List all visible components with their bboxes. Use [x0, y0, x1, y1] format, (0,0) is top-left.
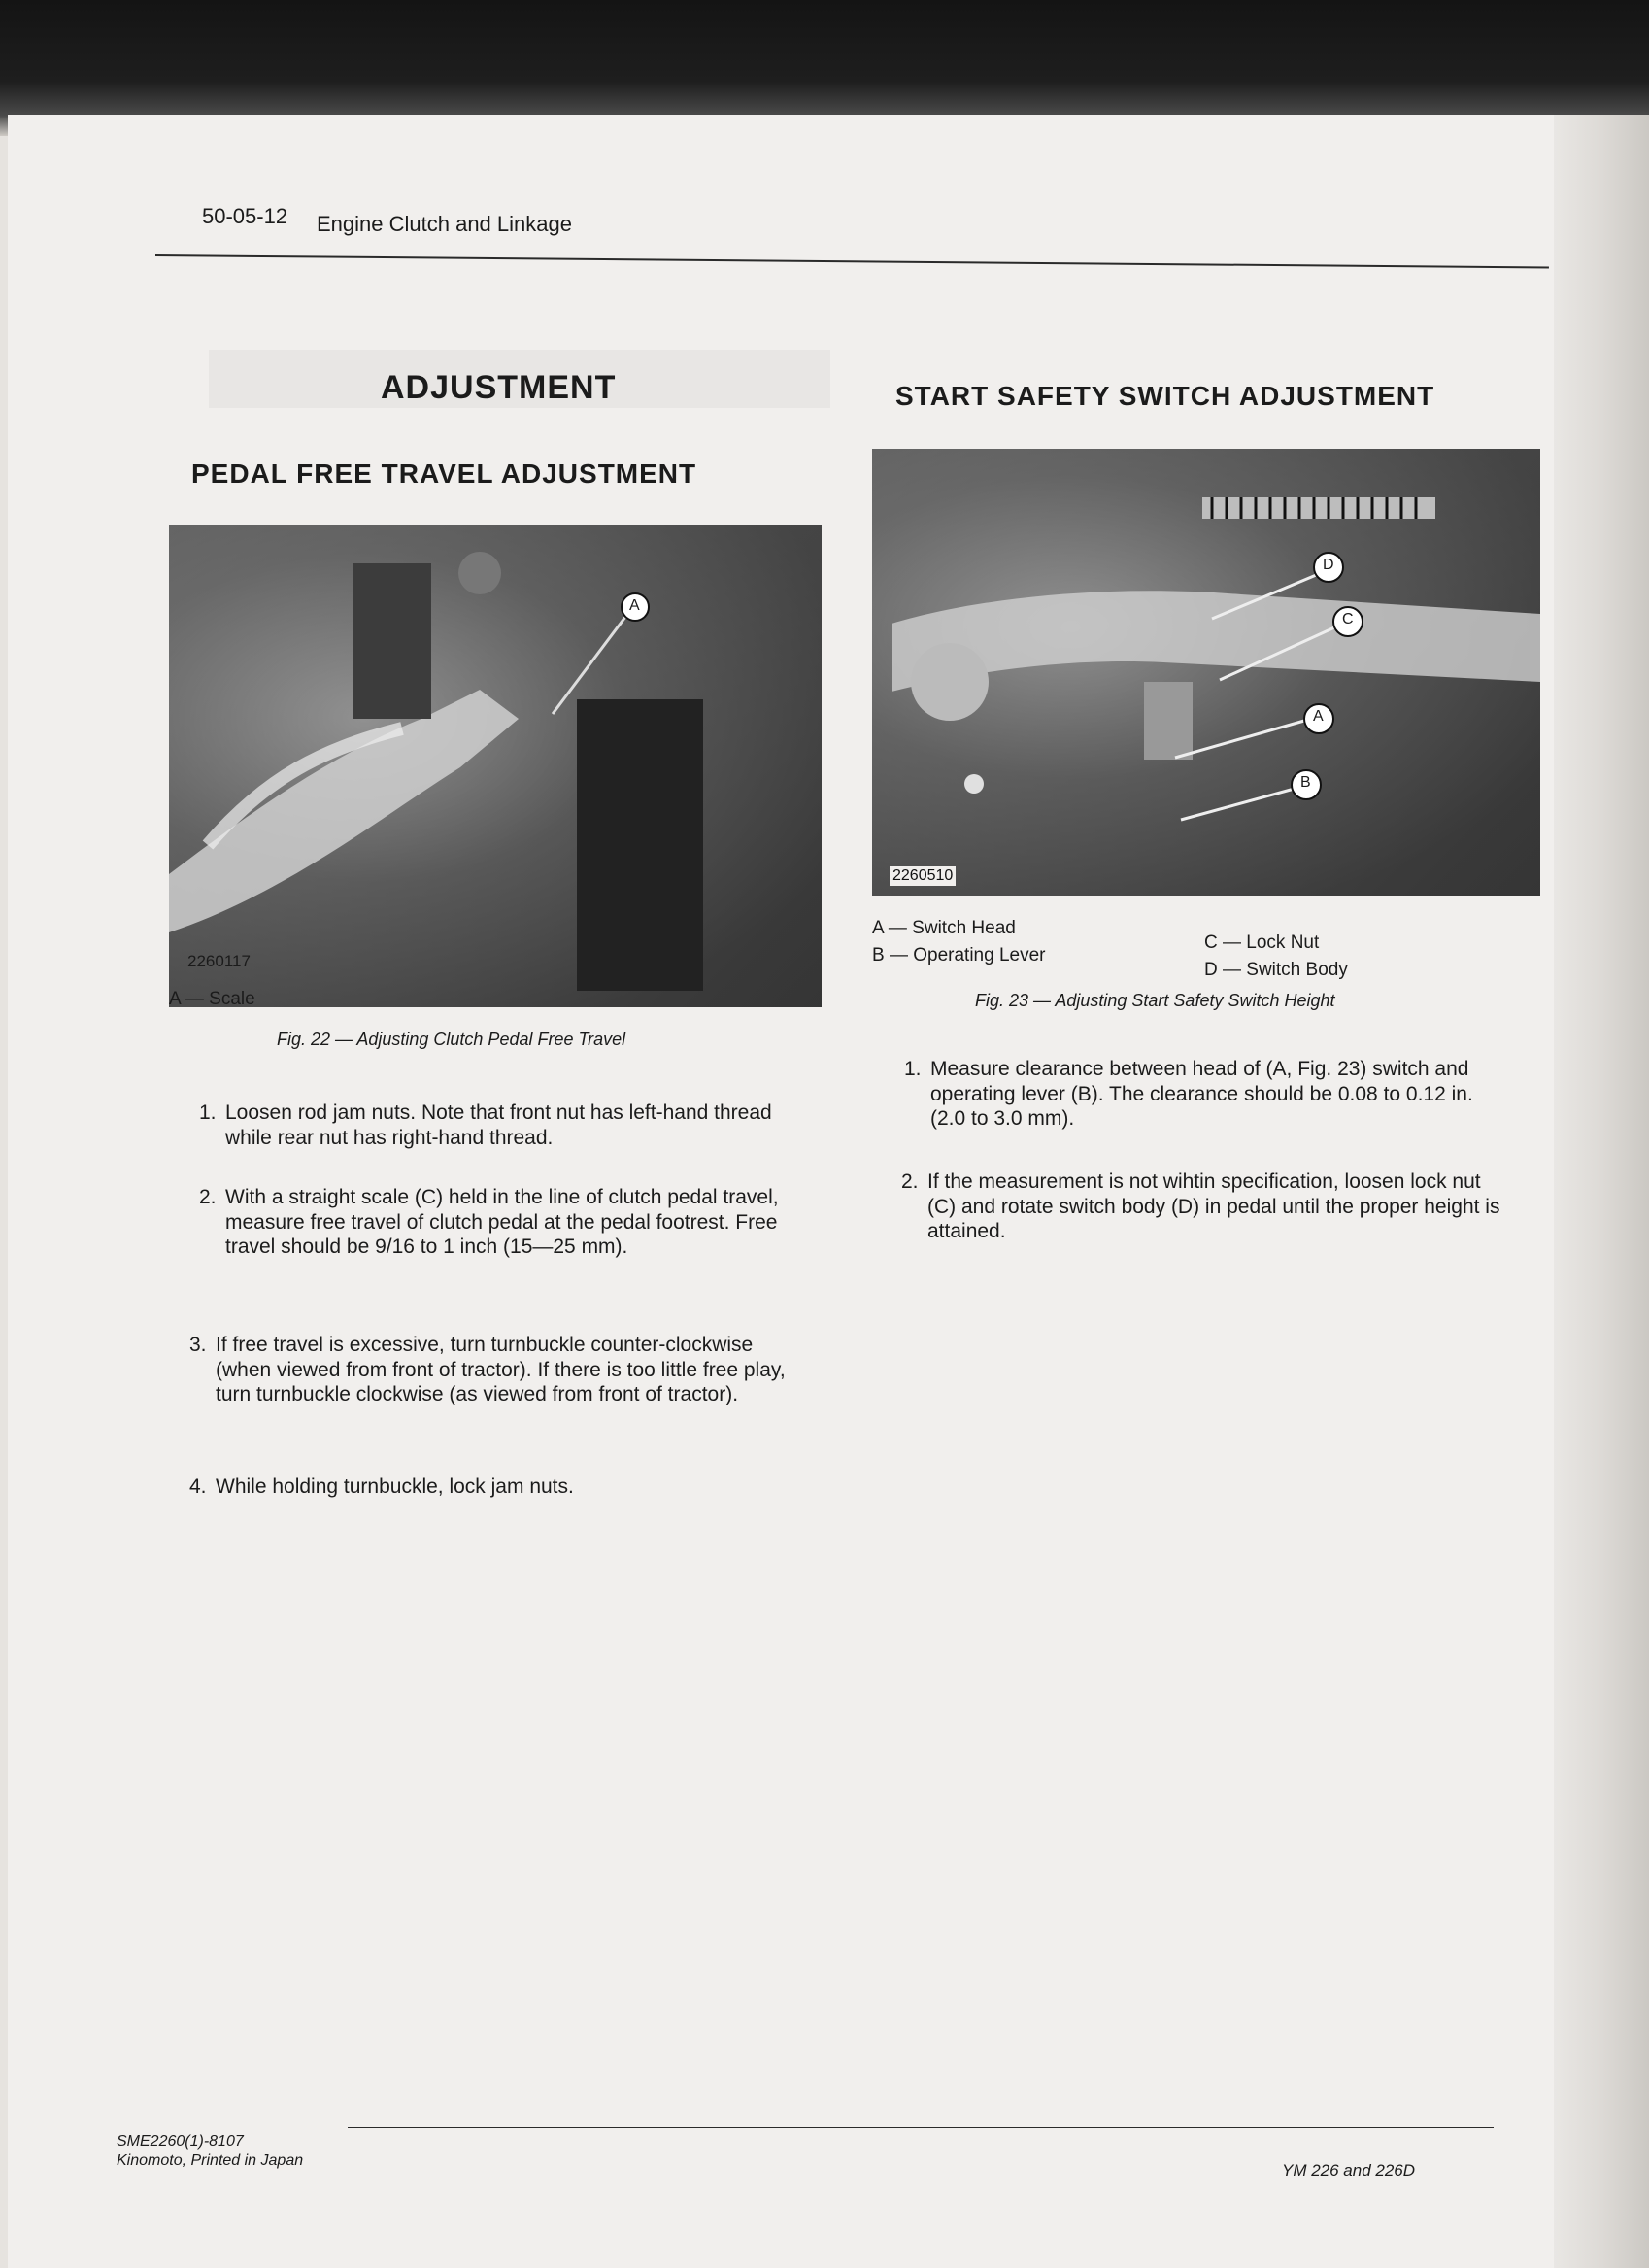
left-step-1: [199, 1100, 794, 1150]
left-step-4: [189, 1474, 794, 1500]
right-step-2: [901, 1169, 1513, 1244]
fig23-legend-d: D — Switch Body: [1204, 960, 1348, 980]
step-number: 1.: [199, 1101, 217, 1124]
fig22-photo-number: 2260117: [187, 952, 251, 970]
fig22-legend-a: A — Scale: [169, 989, 255, 1009]
left-step-3: [189, 1333, 794, 1407]
step-text: Loosen rod jam nuts. Note that front nut has left-hand thread while rear nut has right-hand thread.: [225, 1101, 772, 1149]
step-number: 2.: [901, 1170, 919, 1193]
fig22-photo: [169, 525, 822, 1007]
step-number: 1.: [904, 1058, 922, 1080]
pedal-free-travel-heading: PEDAL FREE TRAVEL ADJUSTMENT: [191, 458, 697, 489]
fig22-illustration: [169, 525, 822, 1007]
model-line: YM 226 and 226D: [1282, 2161, 1416, 2180]
step-number: 4.: [189, 1475, 207, 1498]
step-number: 3.: [189, 1334, 207, 1356]
page-binding-edge: [1554, 115, 1649, 2268]
page-code: 50-05-12: [202, 204, 288, 228]
fig23-caption: Fig. 23 — Adjusting Start Safety Switch Height: [975, 991, 1335, 1010]
printer-line: Kinomoto, Printed in Japan: [117, 2152, 304, 2169]
callout-c: C: [1342, 611, 1354, 627]
fig23-photo-number: 2260510: [890, 866, 956, 886]
right-step-1: [904, 1057, 1513, 1132]
fig23-photo: [872, 449, 1540, 896]
step-text: Measure clearance between head of (A, Fig. 23) switch and operating lever (B). The clearance should be 0.08 to 0.12 in. (2.0 to 3.0 mm).: [930, 1058, 1473, 1131]
callout-a: A: [1313, 708, 1324, 725]
fig23-legend-a: A — Switch Head: [872, 918, 1016, 938]
adjustment-heading: ADJUSTMENT: [381, 369, 617, 406]
callout-d: D: [1323, 557, 1334, 573]
callout-b: B: [1300, 774, 1311, 791]
step-text: If free travel is excessive, turn turnbuckle counter-clockwise (when viewed from front of tractor). If there is too little free play, turn turnbuckle clockwise (as viewed from front of tractor).: [216, 1334, 786, 1406]
step-text: With a straight scale (C) held in the line of clutch pedal travel, measure free travel of clutch pedal at the pedal footrest. Free travel should be 9/16 to 1 inch (15—25 mm).: [225, 1186, 779, 1259]
footer-rule: [348, 2127, 1494, 2128]
step-text: While holding turnbuckle, lock jam nuts.: [216, 1475, 574, 1498]
left-step-2: [199, 1185, 794, 1260]
fig23-legend-b: B — Operating Lever: [872, 945, 1046, 965]
callout-a: A: [629, 597, 640, 614]
start-safety-switch-heading: START SAFETY SWITCH ADJUSTMENT: [895, 381, 1435, 411]
fig22-caption: Fig. 22 — Adjusting Clutch Pedal Free Travel: [277, 1030, 626, 1049]
fig23-legend-c: C — Lock Nut: [1204, 932, 1320, 953]
doc-code-visible: SME2260(1)-8107: [117, 2133, 244, 2150]
section-title: Engine Clutch and Linkage: [317, 212, 572, 236]
fig23-illustration: [872, 449, 1540, 896]
step-text: If the measurement is not wihtin specification, loosen lock nut (C) and rotate switch body (D) in pedal until the proper height is attained.: [927, 1170, 1500, 1243]
step-number: 2.: [199, 1186, 217, 1208]
